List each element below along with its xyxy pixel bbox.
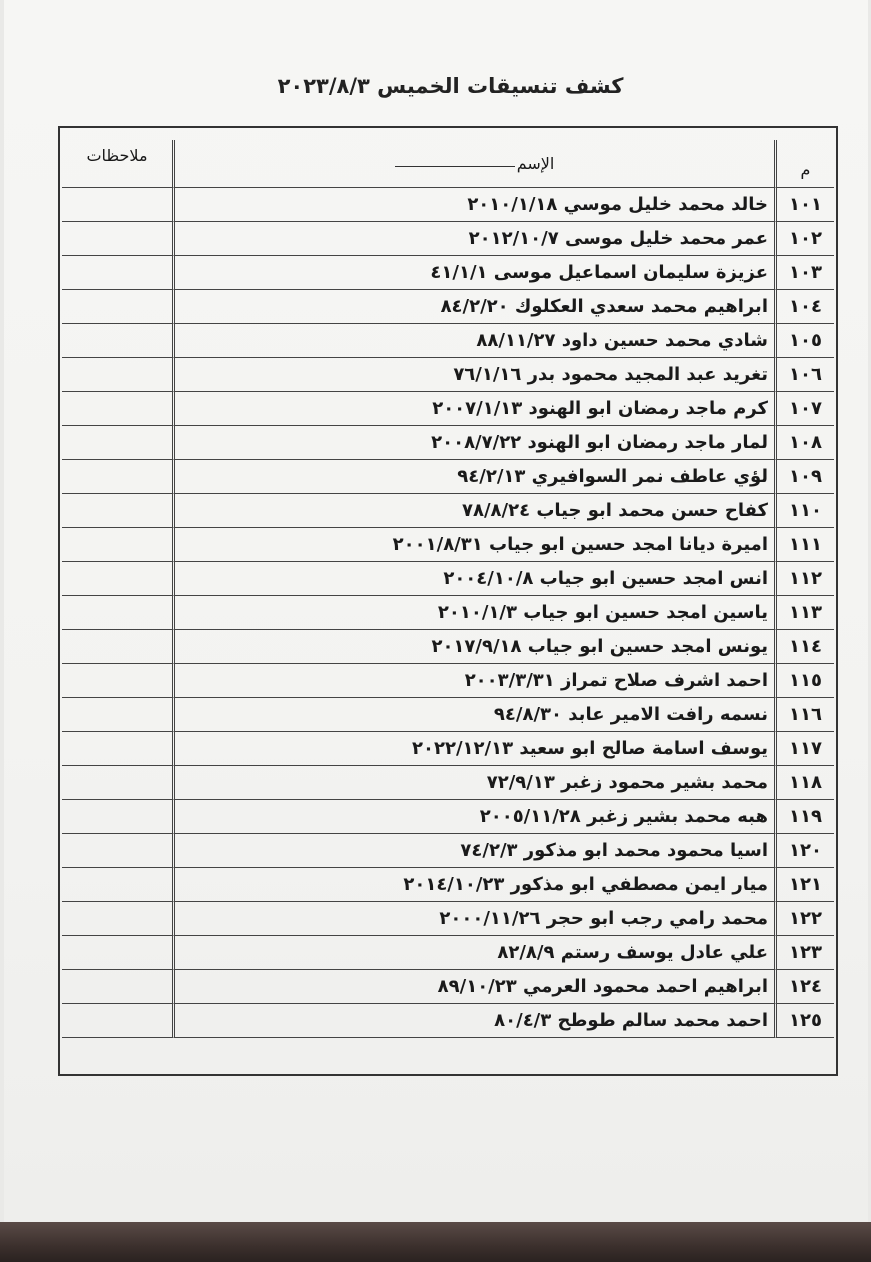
row-notes [62,426,172,460]
table-row [62,596,834,630]
table-row [62,358,834,392]
table-row [62,970,834,1004]
table-row [62,834,834,868]
row-name: كفاح حسن محمد ابو جياب ٧٨/٨/٢٤ [172,494,774,528]
row-notes [62,528,172,562]
row-notes [62,358,172,392]
row-number: ١١٣ [774,596,834,630]
table-row [62,1004,834,1038]
table-row [62,732,834,766]
table-row [62,664,834,698]
row-name: ياسين امجد حسين ابو جياب ٢٠١٠/١/٣ [172,596,774,630]
row-name: ابراهيم محمد سعدي العكلوك ٨٤/٢/٢٠ [172,290,774,324]
row-number: ١١١ [774,528,834,562]
table-row [62,562,834,596]
row-name: عزيزة سليمان اسماعيل موسى ٤١/١/١ [172,256,774,290]
header-name [172,140,774,188]
row-name: عمر محمد خليل موسى ٢٠١٢/١٠/٧ [172,222,774,256]
desk-surface [0,1222,871,1262]
table-header-row [62,140,834,188]
table-row [62,324,834,358]
row-name: اسيا محمود محمد ابو مذكور ٧٤/٢/٣ [172,834,774,868]
row-number: ١٢٠ [774,834,834,868]
row-number: ١٠٢ [774,222,834,256]
row-number: ١٢٥ [774,1004,834,1038]
row-notes [62,970,172,1004]
row-notes [62,596,172,630]
names-table [62,140,834,1038]
row-name: محمد بشير محمود زغبر ٧٢/٩/١٣ [172,766,774,800]
row-number: ١١٧ [774,732,834,766]
row-notes [62,460,172,494]
row-name: لؤي عاطف نمر السوافيري ٩٤/٢/١٣ [172,460,774,494]
row-notes [62,630,172,664]
row-notes [62,936,172,970]
row-number: ١٠٨ [774,426,834,460]
table-row [62,256,834,290]
table-row [62,868,834,902]
row-name: اميرة ديانا امجد حسين ابو جياب ٢٠٠١/٨/٣١ [172,528,774,562]
table-row [62,936,834,970]
row-name: يوسف اسامة صالح ابو سعيد ٢٠٢٢/١٢/١٣ [172,732,774,766]
row-name: احمد محمد سالم طوطح ٨٠/٤/٣ [172,1004,774,1038]
row-notes [62,222,172,256]
row-name: محمد رامي رجب ابو حجر ٢٠٠٠/١١/٢٦ [172,902,774,936]
row-notes [62,732,172,766]
table-row [62,290,834,324]
row-number: ١٠٦ [774,358,834,392]
row-number: ١٢٢ [774,902,834,936]
row-notes [62,494,172,528]
row-notes [62,562,172,596]
row-name: خالد محمد خليل موسي ٢٠١٠/١/١٨ [172,188,774,222]
row-notes [62,766,172,800]
table-row [62,426,834,460]
row-name: شادي محمد حسين داود ٨٨/١١/٢٧ [172,324,774,358]
table-row [62,188,834,222]
table-row [62,800,834,834]
table-row [62,766,834,800]
row-number: ١١٩ [774,800,834,834]
row-number: ١١٦ [774,698,834,732]
row-notes [62,324,172,358]
row-number: ١٢٤ [774,970,834,1004]
row-name: علي عادل يوسف رستم ٨٢/٨/٩ [172,936,774,970]
row-notes [62,834,172,868]
row-notes [62,256,172,290]
row-number: ١١٠ [774,494,834,528]
row-number: ١٠٣ [774,256,834,290]
row-name: نسمه رافت الامير عابد ٩٤/٨/٣٠ [172,698,774,732]
row-number: ١٠٩ [774,460,834,494]
table-row [62,222,834,256]
row-notes [62,664,172,698]
header-name-underline [395,166,515,167]
row-number: ١٢٣ [774,936,834,970]
table-row [62,902,834,936]
table-row [62,630,834,664]
header-notes: ملاحظات [62,140,172,188]
table-row [62,460,834,494]
row-notes [62,392,172,426]
row-notes [62,698,172,732]
row-number: ١٠٧ [774,392,834,426]
row-name: لمار ماجد رمضان ابو الهنود ٢٠٠٨/٧/٢٢ [172,426,774,460]
row-number: ١٢١ [774,868,834,902]
row-number: ١٠٤ [774,290,834,324]
row-notes [62,290,172,324]
row-notes [62,800,172,834]
table-row [62,494,834,528]
row-notes [62,1004,172,1038]
row-name: ابراهيم احمد محمود العرمي ٨٩/١٠/٢٣ [172,970,774,1004]
row-name: احمد اشرف صلاح تمراز ٢٠٠٣/٣/٣١ [172,664,774,698]
row-number: ١٠٥ [774,324,834,358]
table-row [62,698,834,732]
row-notes [62,188,172,222]
row-name: يونس امجد حسين ابو جياب ٢٠١٧/٩/١٨ [172,630,774,664]
row-number: ١١٥ [774,664,834,698]
table-row [62,528,834,562]
row-number: ١١٤ [774,630,834,664]
row-name: ميار ايمن مصطفي ابو مذكور ٢٠١٤/١٠/٢٣ [172,868,774,902]
row-number: ١١٨ [774,766,834,800]
row-number: ١١٢ [774,562,834,596]
row-name: انس امجد حسين ابو جياب ٢٠٠٤/١٠/٨ [172,562,774,596]
header-number: م [774,140,834,188]
row-name: هبه محمد بشير زغبر ٢٠٠٥/١١/٢٨ [172,800,774,834]
row-name: تغريد عبد المجيد محمود بدر ٧٦/١/١٦ [172,358,774,392]
page-title: كشف تنسيقات الخميس ٢٠٢٣/٨/٣ [277,74,624,98]
table-row [62,392,834,426]
row-name: كرم ماجد رمضان ابو الهنود ٢٠٠٧/١/١٣ [172,392,774,426]
header-name-label: الإسم [516,154,555,173]
row-notes [62,902,172,936]
row-notes [62,868,172,902]
row-number: ١٠١ [774,188,834,222]
